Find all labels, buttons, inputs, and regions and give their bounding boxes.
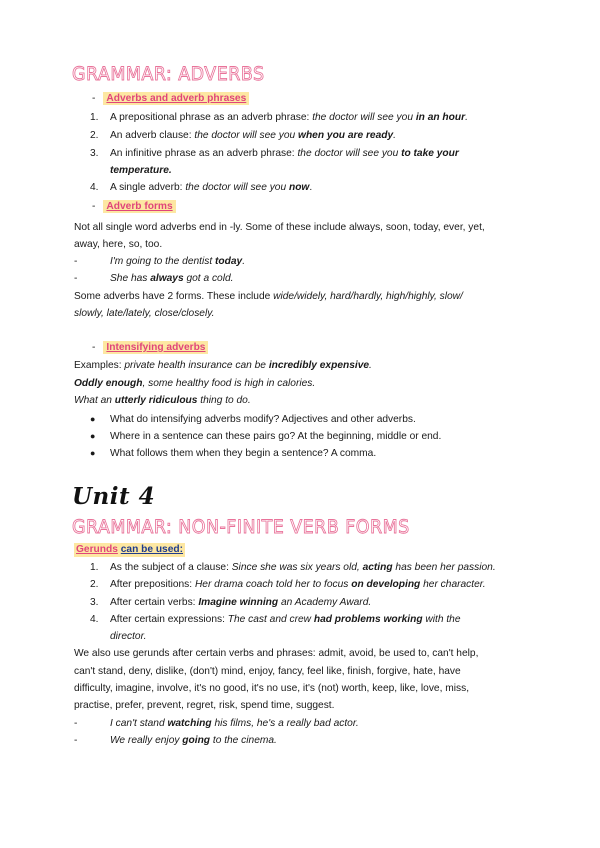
subheading-adverb-forms: - Adverb forms (92, 200, 176, 214)
gerunds-heading: Gerunds can be used: (76, 544, 184, 555)
bullet-item: ● What follows them when they begin a sentence? A comma. (90, 448, 377, 459)
list-item: 2. After prepositions: Her drama coach told her to focus on developing her character. (90, 579, 486, 590)
subheading-intensifying: - Intensifying adverbs (92, 341, 208, 355)
paragraph-line: practise, prefer, prevent, regret, risk, spend time, suggest. (74, 700, 335, 711)
example-line: Oddly enough, some healthy food is high in calories. (74, 378, 316, 389)
bullet-item: ● What do intensifying adverbs modify? Adjectives and other adverbs. (90, 414, 416, 425)
list-item: 2. An adverb clause: the doctor will see you when you are ready. (90, 130, 396, 141)
example-line: - We really enjoy going to the cinema. (74, 735, 277, 746)
list-item: 4. After certain expressions: The cast and crew had problems working with the (90, 614, 461, 625)
example-line: - I can't stand watching his films, he's a really bad actor. (74, 718, 359, 729)
list-item: 1. As the subject of a clause: Since she was six years old, acting has been her passion. (90, 562, 496, 573)
unit-heading: Unit 4 (72, 483, 156, 510)
paragraph-line: can't stand, deny, dislike, (don't) mind, enjoy, fancy, feel like, finish, forgive, hate, have (74, 666, 461, 677)
example-line: - I'm going to the dentist today. (74, 256, 246, 267)
paragraph-line: difficulty, imagine, involve, it's no good, it's no use, it's (not) worth, keep, like, love, miss, (74, 683, 470, 694)
paragraph-line: slowly, late/lately, close/closely. (74, 308, 215, 319)
paragraph-line: Some adverbs have 2 forms. These include wide/widely, hard/hardly, high/highly, slow/ (74, 291, 463, 302)
subheading-adverb-phrases: - Adverbs and adverb phrases (92, 92, 249, 106)
example-line: Examples: private health insurance can be incredibly expensive. (74, 360, 372, 371)
list-item: 4. A single adverb: the doctor will see you now. (90, 182, 313, 193)
paragraph-line: away, here, so, too. (74, 239, 163, 250)
list-item-continuation: director. (110, 631, 147, 642)
list-item-continuation: temperature. (110, 165, 172, 176)
bullet-item: ● Where in a sentence can these pairs go? At the beginning, middle or end. (90, 431, 442, 442)
list-item: 3. An infinitive phrase as an adverb phrase: the doctor will see you to take your (90, 148, 459, 159)
example-line: - She has always got a cold. (74, 273, 234, 284)
list-item: 1. A prepositional phrase as an adverb phrase: the doctor will see you in an hour. (90, 112, 468, 123)
example-line: What an utterly ridiculous thing to do. (74, 395, 251, 406)
subheading-label: Adverbs and adverb phrases (103, 92, 249, 105)
section-title-adverbs: GRAMMAR: ADVERBS (72, 63, 265, 85)
paragraph-line: We also use gerunds after certain verbs and phrases: admit, avoid, be used to, can't help, (74, 648, 479, 659)
subheading-label: Adverb forms (103, 200, 175, 213)
list-item: 3. After certain verbs: Imagine winning an Academy Award. (90, 597, 372, 608)
section-title-nonfinite: GRAMMAR: NON-FINITE VERB FORMS (72, 516, 410, 538)
subheading-label: Intensifying adverbs (103, 341, 208, 354)
paragraph-line: Not all single word adverbs end in -ly. Some of these include always, soon, today, ever, yet, (74, 222, 485, 233)
